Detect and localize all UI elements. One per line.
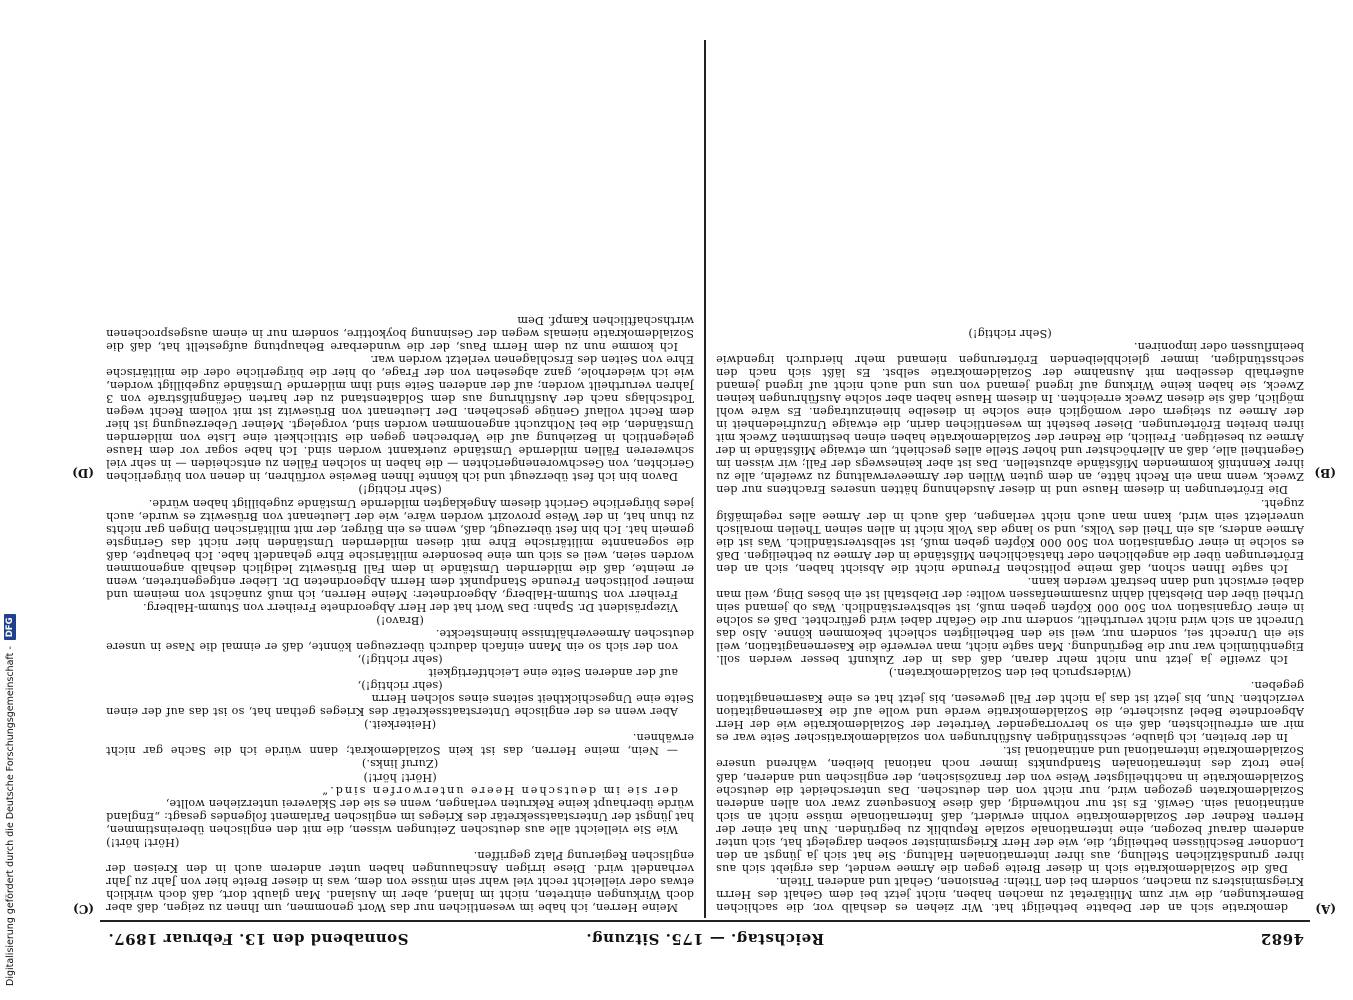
digitization-credit — [3, 0, 17, 986]
paragraph: auf der anderen Seite eine Leichtfertigkeit — [428, 666, 678, 680]
interjection: (Zuruf links.) — [361, 757, 439, 771]
paragraph: Freiherr von Stumm-Halberg, Abgeordneter: Meine Herren, ich muß zunächst von meinem und meiner politischen Freunde Standpunkt dem Herrn Abgeordneten Dr. Lieber entgegentreten, wenn er meinte, daß die mildernden Umstände in dem Fall Brüsewitz lediglich deshalb angenommen worden seien, weil es sich um eine besondere militärische Ehre gehandelt habe. Ich behaupte, daß die sogenannte militärische Ehre mit diesen mildernden Umständen hier nicht das Geringste gemein hat. Ich bin fest überzeugt, daß, wenn es ein Bürger, der mit militärischen Dingen gar nichts zu thun hat, in der Weise provozirt worden wäre, wie der Lieutenant von Brüsewitz es wurde, auch jedes bürgerliche Gericht diesem Angeklagten mildernde Umstände zugebilligt haben würde. — [106, 496, 694, 601]
session-title: Reichstag. — 175. Sitzung. — [585, 930, 825, 948]
paragraph: Ich komme nun zu dem Herrn Paus, der die wunderbare Behauptung aufgestellt hat, daß die Sozialdemokratie niemals wegen der Gesinnung boykottire, sondern nur in einem ausgesprochenen wirthschaftlichen Kampf. Dem — [106, 313, 694, 353]
session-date: Sonnabend den 13. Februar 1897. — [108, 930, 409, 948]
interjection: (Sehr richtig!) — [358, 483, 442, 497]
credit-text: Digitalisierung gefördert durch die Deutsche Forschungsgemeinschaft - — [4, 646, 16, 986]
paragraph: Die Erörterungen in diesem Hause und in dieser Ausdehnung hätten unseres Erachtens nur den Zweck, wenn man ein Recht hätte, an dem guten Willen der Armeeverwaltung zu zweifeln, alle zu ihrer Kenntniß kommenden Mißstände abzustellen. Das ist aber keineswegs der Fall; wir wissen im Gegentheil alle, daß an Allerhöchster und hoher Stelle alles geschieht, um etwaige Mißstände in der Armee zu beseitigen. Freilich, die Redner der Sozialdemokratie haben einen bestimmten Zweck mit ihren breiten Erörterungen. Dieser besteht im wesentlichen darin, die etwaige Unzufriedenheit in der Armee zu steigern oder womöglich eine solche in dieselbe hineinzutragen. Es wäre wohl möglich, daß sie diesen Zweck erreichten. In diesem Hause haben aber solche Ausführungen keinen Zweck, sie haben keine Wirkung auf irgend jemand von uns und auch nicht auf irgend jemand außerhalb desselben mit Ausnahme der Sozialdemokratie selbst. Es läßt sich nach den sechsstündigen, immer gleichbleibenden Erörterungen niemand mehr hierdurch irgendwie beeinflussen oder imponiren. — [716, 339, 1304, 497]
right-column — [106, 44, 694, 914]
interjection: (Sehr richtig!) — [968, 326, 1052, 340]
header-rule — [100, 920, 1310, 922]
paragraph: — Nein, meine Herren, das ist kein Sozialdemokrat; dann würde ich die Sache gar nicht erwähnen. — [106, 731, 694, 758]
interjection: (Heiterkeit.) — [363, 718, 437, 732]
paragraph: Davon bin ich fest überzeugt und ich könnte Ihnen Beweise vorführen, in denen von bürgerlichen Gerichten, von Geschworenengerichten — die haben in solchen Fällen zu entscheiden — in sehr viel schwereren Fällen mildernde Umstände zuerkannt worden sind. Ich habe sogar vor dem Hause gelegentlich in Beziehung auf die Verbrechen gegen die Sittlichkeit eine Liste von mildernden Umständen, die bei Nothzucht angenommen worden sind, vorgelegt. Meiner Ueberzeugung ist hier dem Recht vollauf Genüge geschehen. Der Lieutenant von Brüsewitz ist mit vollem Recht wegen Todtschlags nach der Ausführung aus dem Soldatenstand zu der harten Gefängnißstrafe von 3 Jahren verurtheilt worden; auf der anderen Seite sind ihm mildernde Umstände zugebilligt worden, wie ich wiederhole, ganz abgesehen von der Frage, ob hier die bürgerliche oder die militärische Ehre von Seiten des Erschlagenen verletzt worden war. — [106, 353, 694, 484]
margin-marker-a: (A) — [1315, 902, 1336, 916]
speaker-announcement: Vizepräsident Dr. Spahn: Das Wort hat der Herr Abgeordnete Freiherr von Stumm-Halberg. — [142, 600, 678, 614]
paragraph: Aber wenn es der englische Unterstaatssekretär des Krieges gethan hat, so ist das auf der einen Seite eine Ungeschicktheit seitens eines solchen Herrn — [106, 692, 694, 719]
paragraph: Ich zweifle ja jetzt nun nicht mehr daran, daß das in der Zukunft besser werden soll. Eigenthümlich war nur die Begründung. Man sagte nicht, man verwerfe die Kasernenagitation, weil sie ein Unrecht sei, sondern nur, weil sie den Betheiligten schlecht bekommen könne. Also das Unrecht an sich wird nicht verurtheilt, sondern nur die Gefahr dabei wird gefürchtet. Daß es solche in einer Organisation von 500 000 Köpfen geben muß, ist selbstverständlich. Was ob jemand sein Urtheil über den Diebstahl dahin zusammenfassen wollte: der Diebstahl ist ein böses Ding, weil man dabei erwischt und dann bestraft werden kann. — [716, 574, 1304, 667]
paragraph: Daß die Sozialdemokratie sich in dieser Breite gegen die Armee wendet, das ergiebt sich aus ihrer grundsätzlichen Stellung, aus ihrer internationalen Haltung. Sie hat sich ja jüngst an den Londoner Beschlüssen betheiligt, die, wie der Herr Kriegsminister soeben dargelegt hat, sich unter anderem darauf bezogen, eine internationale soziale Republik zu begründen. Nun hat einer der Herren Redner der Sozialdemokratie vorhin erwidert, daß Internationale müsse nicht an sich antinational sein. Gewiß. Es ist nur nothwendig, daß diese Konsequenz zwar von allen anderen Sozialdemokraten gezogen wird, nur nicht von den deutschen. Das unterscheidet die deutsche Sozialdemokratie in nachtheiligster Weise von der französischen, der englischen und anderen, daß jene trotz des internationalen Standpunkts immer noch national bleiben, während unsere Sozialdemokratie international und antinational ist. — [716, 744, 1304, 875]
paragraph: von der sich so ein Mann einfach dadurch überzeugen könnte, daß er einmal die Nase in unsere deutschen Armeeverhältnisse hineinsteckte. — [106, 627, 694, 654]
interjection: (Hört! hört!) — [106, 835, 180, 849]
digitization-credit-bar — [2, 0, 18, 1000]
page-number: 4682 — [1260, 930, 1304, 948]
interjection: (sehr richtig!), — [357, 679, 443, 693]
paragraph: In der breiten, ich glaube, sechsstündigen Ausführungen von sozialdemokratischer Seite war es mir am erfreulichsten, daß ein so hervorragender Vertreter der Sozialdemokratie wie der Herr Abgeordnete Bebel zusicherte, die Sozialdemokratie werde und wolle auf die Kasernenagitation verzichten. Nun, bis jetzt ist das ja nicht der Fall gewesen, bis jetzt hat es eine Kasernenagitation gegeben. — [716, 679, 1304, 745]
margin-marker-d: (D) — [72, 466, 94, 480]
margin-marker-c: (C) — [73, 902, 94, 916]
margin-marker-b: (B) — [1314, 466, 1336, 480]
paragraph: Ich sagte Ihnen schon, daß meine politischen Freunde nicht die Absicht haben, sich an den Erörterungen über die angeblichen oder thatsächlichen Mißstände in der Armee zu betheiligen. Daß es solche in einer Organisation von 500 000 Köpfen geben muß, ist selbstverständlich. Was ist die Armee anders, als ein Theil des Volks, und so lange das Volk nicht in allen seinen Theilen moralisch unverletzt sein wird, kann man auch nicht verlangen, daß auch in der Armee alles regelmäßig zugeht. — [716, 496, 1304, 575]
newspaper-sheet — [72, 40, 1336, 950]
page-header — [100, 924, 1310, 950]
paragraph: Meine Herren, ich habe im wesentlichen nur das Wort genommen, um Ihnen zu zeigen, daß aber doch Wirkungen eintreten, nicht im Inland, aber im Ausland. Man glaubt dort, daß doch wirklich etwas oder vielleicht recht viel wahr sein müsse von dem, was in dieser Breite hier von Jahr zu Jahr verhandelt wird. Diese irrigen Anschauungen haben unter anderem auch in den Kreisen der englischen Regierung Platz gegriffen. — [106, 848, 694, 914]
interjection: (Bravo!) — [376, 613, 424, 627]
interjection: (Hört! hört!) — [363, 770, 437, 784]
interjection: (sehr richtig!), — [357, 653, 443, 667]
paragraph: demokratie sich an der Debatte betheiligt hat. Wir ziehen es deshalb vor, die sachlichen Bemerkungen, die wir zum Militäretat zu machen haben, nicht jetzt bei dem Gehalt des Herrn Kriegsministers zu machen, sondern bei den Titeln: Pensionen, Gehalt und anderen Titeln. — [716, 874, 1304, 914]
interjection: (Widerspruch bei den Sozialdemokraten.) — [888, 666, 1132, 680]
dfg-logo: DFG — [4, 614, 16, 640]
paragraph: Wie Sie vielleicht alle aus deutschen Zeitungen wissen, die mit den englischen übereinstimmen, hat jüngst der Unterstaatssekretär des Krieges im englischen Parlament folgendes gesagt: „England würde überhaupt keine Rekruten verlangen, wenn es sie der Sklaverei unterziehen wollte, — [106, 796, 694, 836]
left-column — [716, 44, 1304, 914]
column-divider — [704, 40, 706, 918]
quoted-line: der sie im deutschen Heere unterworfen sind.“ — [320, 783, 678, 797]
